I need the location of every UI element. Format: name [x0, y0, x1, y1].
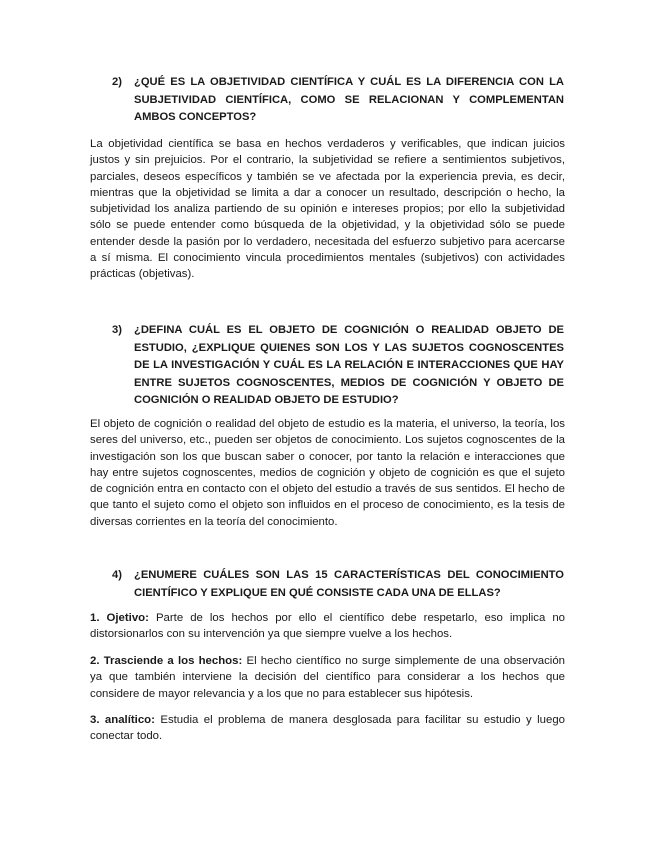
question-number: 3) — [112, 324, 122, 336]
characteristic-text: Parte de los hechos por ello el científico debe respetarlo, eso implica no distorsionarlos con su intervención ya que siempre vuelve a los hechos. — [90, 612, 565, 641]
characteristic-item — [90, 712, 565, 745]
characteristic-text: Estudia el problema de manera desglosada para facilitar su estudio y luego conectar todo. — [90, 714, 565, 743]
answer-2: La objetividad científica se basa en hechos verdaderos y verificables, que indican juicios justos y sin prejuicios. Por el contrario, la subjetividad se refiere a sentimientos subjetivos, parciales, deseos específicos y también se ve afectada por la experiencia previa, es decir, mientras que la objetividad se limita a dar a conocer un resultado, descripción o hecho, la subjetividad los analiza partiendo de su opinión e intereses propios; por ello la subjetividad sólo se puede entender como búsqueda de la objetividad, y la objetividad sólo se puede entender desde la pasión por lo verdadero, necesitada del esfuerzo subjetivo para acercarse a sí misma. El conocimiento vincula procedimientos mentales (subjetivos) con actividades prácticas (objetivas). — [90, 138, 565, 281]
question-2 — [112, 74, 564, 127]
characteristic-label: 1. Ojetivo: — [90, 612, 149, 624]
question-text: ¿DEFINA CUÁL ES EL OBJETO DE COGNICIÓN O REALIDAD OBJETO DE ESTUDIO, ¿EXPLIQUE QUIENES SON LOS Y LAS SUJETOS COGNOSCENTES DE LA INVESTIGACIÓN Y CUÁL ES LA RELACIÓN E INTERACCIONES QUE HAY ENTRE SUJETOS COGNOSCENTES, MEDIOS DE COGNICIÓN Y OBJETO DE COGNICIÓN O REALIDAD OBJETO DE ESTUDIO? — [134, 324, 564, 406]
characteristic-item — [90, 653, 565, 702]
characteristic-text: El hecho científico no surge simplemente de una observación ya que también interviene la decisión del científico para considerar a los hechos que considere de mayor relevancia y a los que no para establecer sus hipótesis. — [90, 655, 566, 700]
question-text: ¿ENUMERE CUÁLES SON LAS 15 CARACTERÍSTICAS DEL CONOCIMIENTO CIENTÍFICO Y EXPLIQUE EN QUÉ CONSISTE CADA UNA DE ELLAS? — [134, 569, 564, 599]
question-4 — [112, 567, 564, 602]
question-3 — [112, 322, 564, 410]
answer-3: El objeto de cognición o realidad del objeto de estudio es la materia, el universo, la teoría, los seres del universo, etc., pueden ser objetos de conocimiento. Los sujetos cognoscentes de la investigación son los que buscan saber o conocer, por tanto la relación e interacciones que hay entre sujetos cognoscentes, medios de cognición y objeto de cognición es que el sujeto de cognición entra en contacto con el objeto del estudio a través de sus sentidos. El hecho de que tanto el sujeto como el objeto son influidos en el proceso de conocimiento, es la tesis de diversas corrientes en la teoría del conocimiento. — [90, 418, 565, 528]
question-number: 2) — [112, 76, 122, 88]
question-text: ¿QUÉ ES LA OBJETIVIDAD CIENTÍFICA Y CUÁL ES LA DIFERENCIA CON LA SUBJETIVIDAD CIENTÍFICA, COMO SE RELACIONAN Y COMPLEMENTAN AMBOS CONCEPTOS? — [134, 76, 564, 123]
characteristic-label: 2. Trasciende a los hechos: — [90, 655, 243, 667]
question-number: 4) — [112, 569, 122, 581]
characteristic-item — [90, 610, 565, 643]
characteristic-label: 3. analítico: — [90, 714, 155, 726]
